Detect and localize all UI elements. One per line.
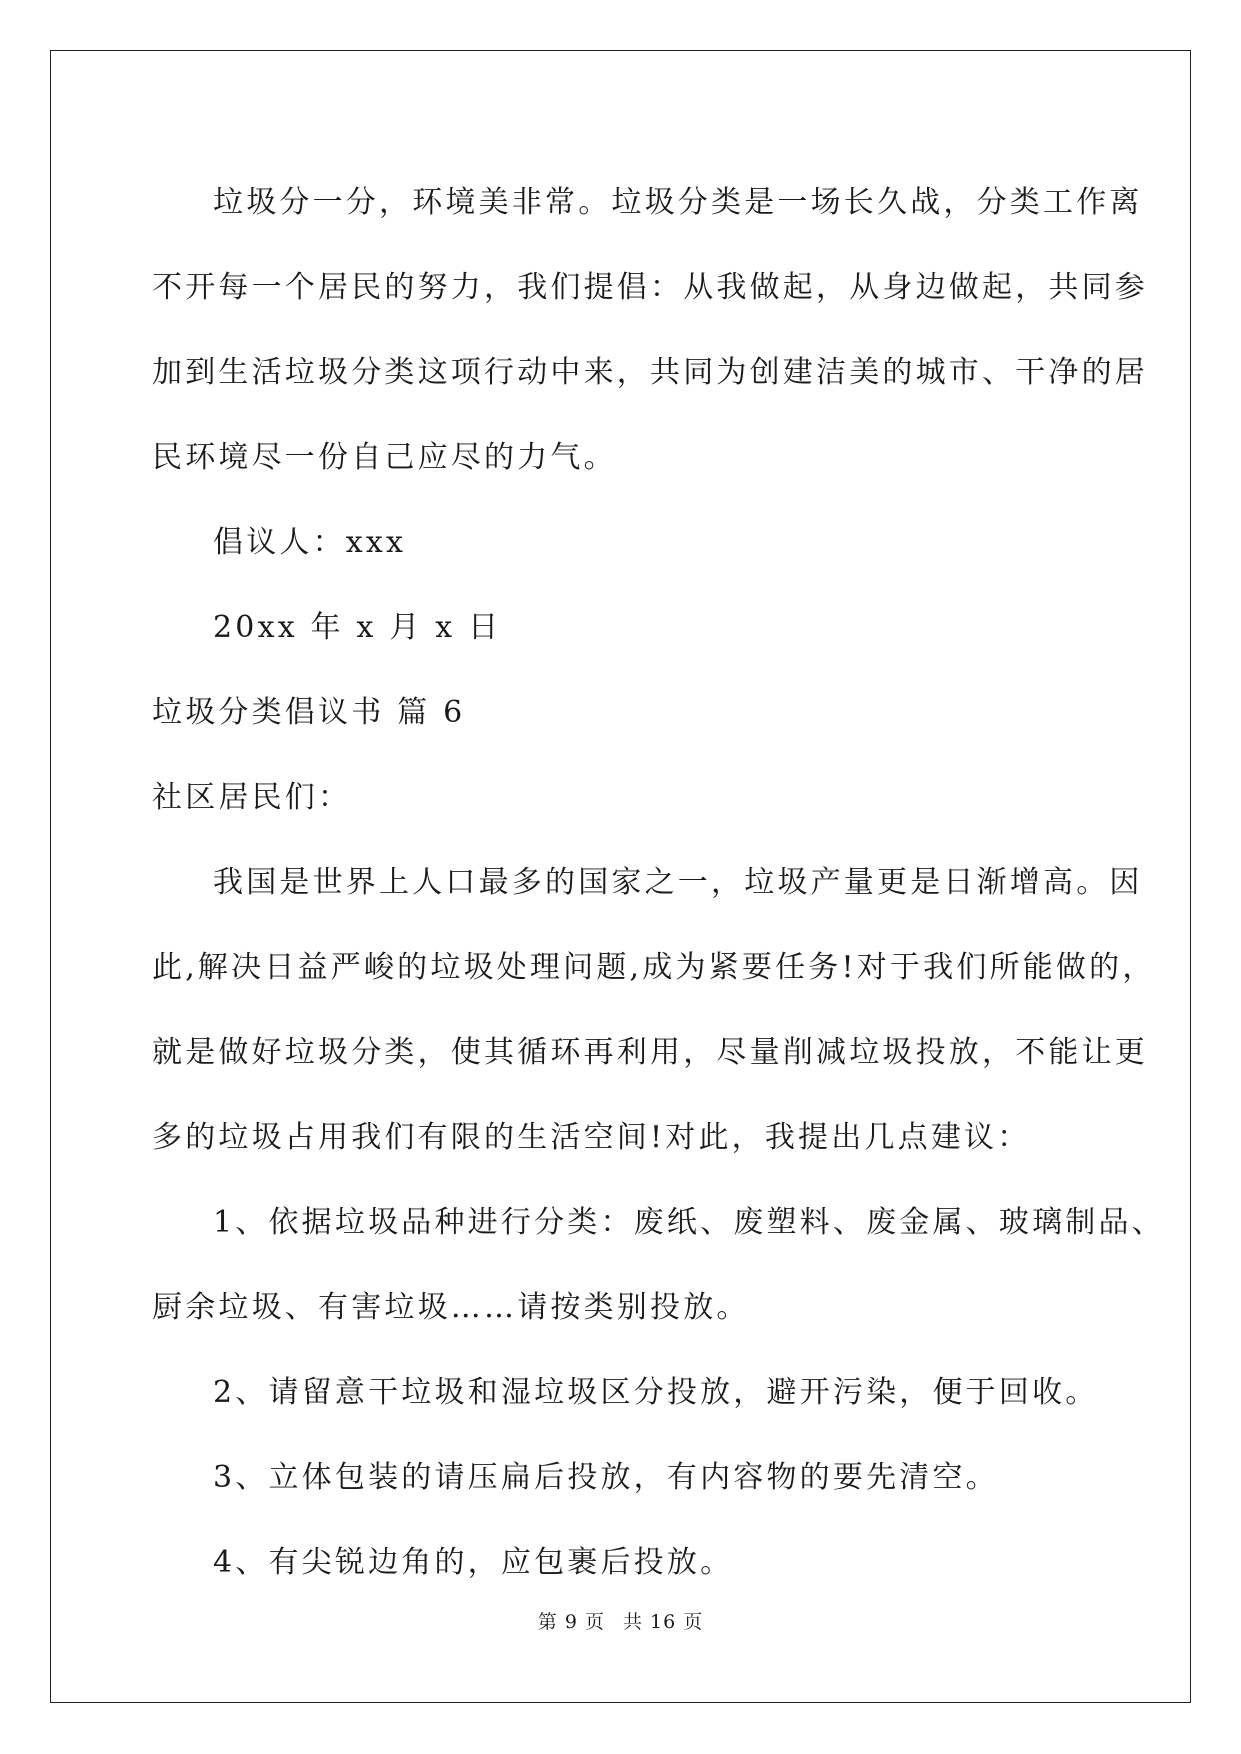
page-number-current: 第 9 页 (537, 1611, 605, 1633)
paragraph-line: 就是做好垃圾分类，使其循环再利用，尽量削减垃圾投放，不能让更 (152, 1035, 1148, 1070)
list-item: 2、请留意干垃圾和湿垃圾区分投放，避开污染，便于回收。 (213, 1375, 1099, 1410)
paragraph-line: 垃圾分一分，环境美非常。垃圾分类是一场长久战，分类工作离 (213, 185, 1143, 220)
list-item: 4、有尖锐边角的，应包裹后投放。 (213, 1545, 734, 1580)
section-heading: 垃圾分类倡议书 篇 6 (152, 695, 466, 730)
list-item: 3、立体包装的请压扁后投放，有内容物的要先清空。 (213, 1460, 999, 1495)
paragraph-line: 加到生活垃圾分类这项行动中来，共同为创建洁美的城市、干净的居 (152, 355, 1148, 390)
page-number-total: 共 16 页 (622, 1611, 704, 1633)
paragraph-line: 我国是世界上人口最多的国家之一，垃圾产量更是日渐增高。因 (213, 865, 1143, 900)
paragraph-line: 不开每一个居民的努力，我们提倡：从我做起，从身边做起，共同参 (152, 270, 1148, 305)
page-footer (0, 1607, 1241, 1634)
salutation: 社区居民们： (152, 780, 352, 815)
paragraph-line: 此,解决日益严峻的垃圾处理问题,成为紧要任务!对于我们所能做的， (152, 950, 1156, 985)
document-body (152, 160, 1165, 1605)
signatory-line: 倡议人：xxx (213, 525, 407, 560)
list-item: 1、依据垃圾品种进行分类：废纸、废塑料、废金属、玻璃制品、 (213, 1205, 1165, 1240)
date-line: 20xx 年 x 月 x 日 (213, 610, 502, 645)
list-item-continuation: 厨余垃圾、有害垃圾……请按类别投放。 (152, 1290, 750, 1325)
paragraph-line: 多的垃圾占用我们有限的生活空间!对此，我提出几点建议： (152, 1120, 1031, 1155)
paragraph-line: 民环境尽一份自己应尽的力气。 (152, 440, 617, 475)
